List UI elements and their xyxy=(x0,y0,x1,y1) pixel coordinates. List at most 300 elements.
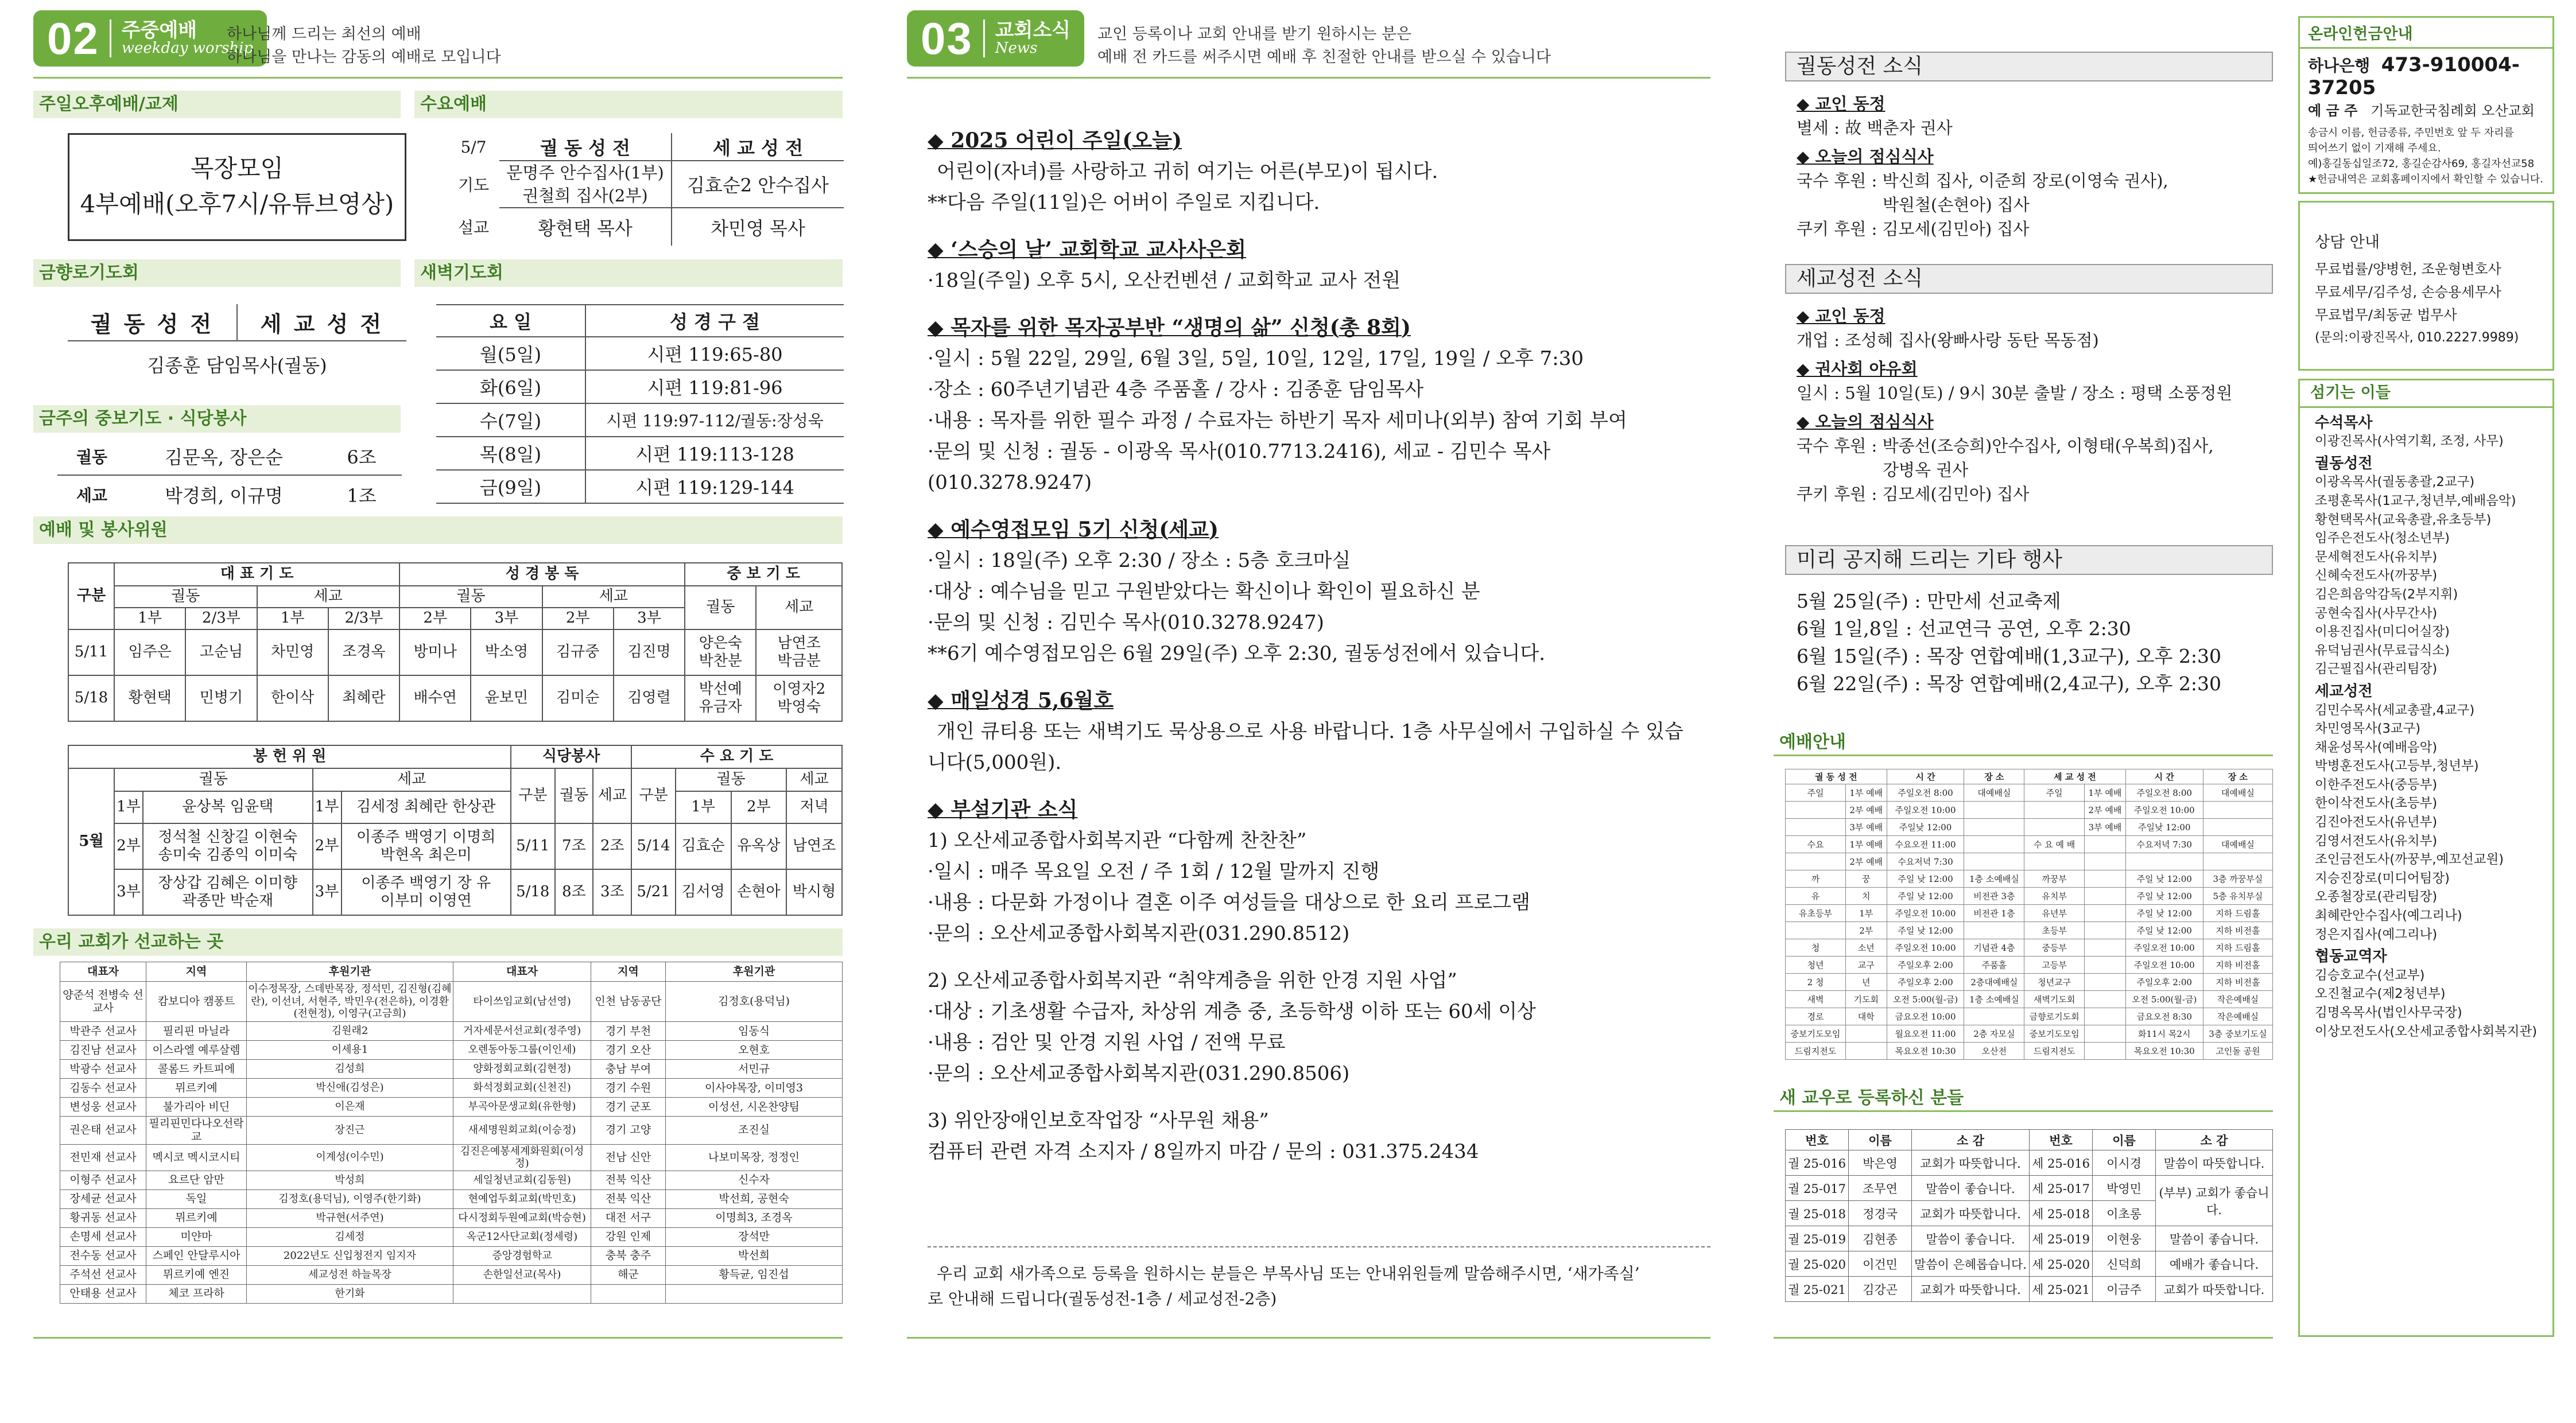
worship-cell xyxy=(2085,870,2126,888)
table-row xyxy=(60,1246,843,1265)
worship-cell: 주일 낮 12:00 xyxy=(1887,922,1964,939)
section-title: 교회소식 xyxy=(995,18,1071,42)
footer-note: 우리 교회 새가족으로 등록을 원하시는 분들은 부목사님 또는 안내위원들께 말씀해주시면, ‘새가족실’ 로 안내해 드립니다(궐동성전-1층 / 세교성전-2층) xyxy=(928,1264,1640,1308)
section-dawn-prayer: 새벽기도회 xyxy=(414,259,843,287)
mission-cell: 다시정회두원예교회(박승현) xyxy=(453,1208,591,1227)
dawn-table: 요 일 성 경 구 절 월(5일) 시편 119:65-80 화(6일) 시편 119:81-96 수(7일) 시편 119:97-112/궐동:장성욱 목(8일) 시편 119:113-128 금(9일) 시편 119:129-144 xyxy=(436,304,844,504)
mission-cell: 타이쓰임교회(남선영) xyxy=(453,982,591,1022)
worship-cell: 까 xyxy=(1786,870,1846,888)
table-row xyxy=(1786,939,2273,957)
mission-cell: 한기화 xyxy=(247,1284,453,1303)
worship-cell xyxy=(1845,1043,1887,1060)
table-row xyxy=(1786,922,2273,939)
worship-cell: 1부 예배 xyxy=(1845,784,1887,802)
mission-cell: 새세명원회교회(이승정) xyxy=(453,1117,591,1145)
mission-cell: 체코 프라하 xyxy=(146,1284,247,1303)
mission-cell: 이형주 선교사 xyxy=(60,1171,146,1189)
worship-cell: 초등부 xyxy=(2024,922,2085,939)
mission-cell: 현예업두회교회(박민호) xyxy=(453,1189,591,1208)
worship-cell: 까꿍부 xyxy=(2024,870,2085,888)
section-wednesday: 수요예배 xyxy=(414,91,843,118)
worship-cell xyxy=(2085,853,2126,870)
worship-cell: 2 청 xyxy=(1786,974,1846,991)
mission-cell: 충남 부여 xyxy=(591,1060,666,1079)
section-segyo-news: 세교성전 소식 xyxy=(1785,264,2273,294)
staff-entry: 차민영목사(3교구) xyxy=(2315,721,2421,737)
mission-cell: 옥군12사단교회(정세령) xyxy=(453,1227,591,1246)
mission-cell: 이세용1 xyxy=(247,1041,453,1060)
mission-cell: 뮈르키예 xyxy=(146,1208,247,1227)
worship-cell: 주일오후 2:00 xyxy=(2125,974,2203,991)
worship-cell: 주일 낮 12:00 xyxy=(2125,905,2203,922)
worship-cell: 드림지전도 xyxy=(2024,1043,2085,1060)
section-upcoming-events: 미리 공지해 드리는 기타 행사 xyxy=(1785,545,2273,575)
service-table: 구분 대 표 기 도 성 경 봉 독 중 보 기 도 궐동 세교 궐동 세교 궐동 세교 1부 2/3부 1부 2/3부 2부 3부 2부 3부 5/11 임주은 고순님 차민영 조경옥 방미나 박소영 김규중 김진명 양은숙 박찬분 남연조 박금분 5/18 황현택 민병기 한이삭 최혜란 배수연 윤보민 김미순 김영렬 박선예 유금자 이영자2 박영숙 xyxy=(68,562,843,722)
worship-cell: 1층 소예배실 xyxy=(1964,870,2024,888)
mission-cell: 주석선 선교사 xyxy=(60,1265,146,1284)
mission-cell: 박관주 선교사 xyxy=(60,1022,146,1041)
worship-cell xyxy=(2085,836,2126,853)
worship-cell: 중등부 xyxy=(2024,939,2085,957)
staff-entry: 채윤성목사(예배음악) xyxy=(2315,740,2438,755)
worship-cell xyxy=(2024,853,2085,870)
mission-cell: 경기 수원 xyxy=(591,1079,666,1098)
worship-cell xyxy=(2085,1025,2126,1043)
worship-cell: 수요오전 11:00 xyxy=(1887,836,1964,853)
mission-cell: 필리핀민다나오선락교 xyxy=(146,1117,247,1145)
mission-cell: 김세정 xyxy=(247,1227,453,1246)
worship-cell: 대예배실 xyxy=(2203,836,2272,853)
worship-cell: 주일 xyxy=(2024,784,2085,802)
worship-cell: 2부 예배 xyxy=(2085,802,2126,819)
mission-cell: 오현호 xyxy=(666,1041,843,1060)
worship-cell: 청년 xyxy=(1786,957,1846,974)
worship-cell: 금요오전 10:00 xyxy=(1887,1008,1964,1025)
worship-cell: 1층 소예배실 xyxy=(1964,991,2024,1008)
worship-cell: 대예배실 xyxy=(2203,784,2272,802)
worship-cell xyxy=(2085,1043,2126,1060)
worship-cell: 2층 자모실 xyxy=(1964,1025,2024,1043)
news-column: ◆ 2025 어린이 주일(오늘) 어린이(자녀)를 사랑하고 귀히 여기는 어른(부모)이 됩시다. **다음 주일(11일)은 어버이 주일로 지킵니다. ◆ ‘스승의 날’ 교회학교 교사사은회 ·18일(주일) 오후 5시, 오산컨벤션 / 교회학교 교사 전원 ◆ 목자를 위한 목자공부반 “생명의 삶” 신청(총 8회) ·일시 : 5월 22일, 29일, 6월 3일, 5일, 10일, 12일, 17일, 19일 / 오후 7:30 ·장소 : 60주년기념관 4층 주품홀 / 강사 : 김종훈 담임목사 ·내용 : 목자를 위한 필수 과정 / 수료자는 하반기 목자 세미나(외부) 참여 기회 부여 ·문의 및 신청 : 궐동 - 이광옥 목사(010.7713.2416), 세교 - 김민수 목사(010.3278.9247) ◆ 예수영접모임 5기 신청(세교) ·일시 : 18일(주) 오후 2:30 / 장소 : 5층 호크마실 ·대상 : 예수님을 믿고 구원받았다는 확신이나 확인이 필요하신 분 ·문의 및 신청 : 김민수 목사(010.3278.9247) **6기 예수영접모임은 6월 29일(주) 오후 2:30, 궐동성전에서 있습니다. ◆ 매일성경 5,6월호 개인 큐티용 또는 새벽기도 묵상용으로 사용 바랍니다. 1층 사무실에서 구입하실 수 있습 니다(5,000원). ◆ 부설기관 소식 1) 오산세교종합사회복지관 “다함께 찬찬찬” ·일시 : 매주 목요일 오전 / 주 1회 / 12월 말까지 진행 ·내용 : 다문화 가정이나 결혼 이주 여성들을 대상으로 한 요리 프로그램 ·문의 : 오산세교종합사회복지관(031.290.8512) 2) 오산세교종합사회복지관 “취약계층을 위한 안경 지원 사업” ·대상 : 기초생활 수급자, 차상위 계층 중, 초등학생 이하 또는 60세 이상 ·내용 : 검안 및 안경 지원 사업 / 전액 무료 ·문의 : 오산세교종합사회복지관(031.290.8506) 3) 위안장애인보호작업장 “사무원 채용” 컴퓨터 관련 자격 소지자 / 8일까지 마감 / 문의 : 031.375.2434 xyxy=(928,125,1714,1167)
worship-cell xyxy=(2085,922,2126,939)
worship-cell xyxy=(2085,905,2126,922)
worship-cell: 대학 xyxy=(1845,1008,1887,1025)
mission-cell xyxy=(666,1284,843,1303)
worship-cell: 치 xyxy=(1845,888,1887,905)
mission-cell: 부곡아문생교회(유한형) xyxy=(453,1098,591,1117)
worship-cell: 주일낮 12:00 xyxy=(2125,819,2203,836)
mission-cell: 전북 익산 xyxy=(591,1189,666,1208)
staff-entry: 이용진집사(미디어실장) xyxy=(2315,624,2450,640)
worship-cell: 3층 중보기도실 xyxy=(2203,1025,2272,1043)
staff-entry: 김승호교수(선교부) xyxy=(2315,967,2425,983)
online-offering-box: 온라인헌금안내 하나은행 473-910004-37205 예 금 주 기독교한국침례회 오산교회 송금시 이름, 헌금종류, 주민번호 앞 두 자리를 띄어쓰기 없이 기재해 주세요. 예)홍길동십일조72, 홍길순감사69, 홍길자선교58 ★헌금내역은 교회홈페이지에서 확인할 수 있습니다. xyxy=(2298,16,2554,194)
mission-cell: 캄보디아 캠퐁트 xyxy=(146,982,247,1022)
table-row xyxy=(1786,853,2273,870)
staff-entry: 박병훈전도사(고등부,청년부) xyxy=(2315,759,2479,774)
sunday-box: 목장모임 4부예배(오후7시/유튜브영상) xyxy=(68,133,406,241)
worship-cell: 2부 예배 xyxy=(1845,802,1887,819)
section-subtitle: weekday worship xyxy=(121,40,254,57)
worship-cell: 경로 xyxy=(1786,1008,1846,1025)
page3-description: 교인 등록이나 교회 안내를 받기 원하시는 분은 예배 전 카드를 써주시면 예배 후 친절한 안내를 받으실 수 있습니다 xyxy=(1097,25,1551,66)
mission-cell: 이스라엘 예루살렘 xyxy=(146,1041,247,1060)
table-row xyxy=(1786,836,2273,853)
mission-cell: 양준석 전병숙 선교사 xyxy=(60,982,146,1022)
news-heading: ◆ 2025 어린이 주일(오늘) xyxy=(928,129,1182,153)
worship-cell: 드림지전도 xyxy=(1786,1043,1846,1060)
worship-cell: 새벽기도회 xyxy=(2024,991,2085,1008)
worship-cell: 주일오전 8:00 xyxy=(1887,784,1964,802)
divider xyxy=(33,77,843,79)
worship-cell: 지하 비전홀 xyxy=(2203,974,2272,991)
worship-cell: 주일낮 12:00 xyxy=(1887,819,1964,836)
worship-cell: 3부 예배 xyxy=(2085,819,2126,836)
missions-table: 대표자 지역 후원기관 대표자 지역 후원기관 양준석 전병숙 선교사 캄보디아 캠퐁트 이수정목장, 스데반목장, 정석민, 김진형(김혜란), 이선녀, 서현주, 박민우(전은하), 이경환(전현정), 이영구(고금희) 타이쓰임교회(남선영) 인천 남동공단 김정호(용덕님) 박관주 선교사 필리핀 마닐라 김원래2 거자세문서선교회(정주영) 경기 부천 임동식 김진남 선교사 이스라엘 예루살렘 이세용1 오렌동아동그룹(이인세) 경기 오산 오현호 박광수 선교사 콜롬드 카트피에 김성희 양화정회교회(김현정) 충남 부여 서민규 김동수 선교사 뮈르키예 박신애(김성은) 화석정회교회(신천진) 경기 수원 이사야목장, 이미영3 변성웅 선교사 불가리아 비딘 이은재 부곡아문생교회(유한형) 경기 군포 이성선, 시온찬양팀 권은태 선교사 필리핀민다나오선락교 장진근 새세명원회교회(이승정) 경기 고양 조진실 전민재 선교사 멕시코 멕시코시티 이계성(이수민) 김진은예봉세계화원회(이성정) 전남 신안 나보미목장, 정정인 이형주 선교사 요르단 암만 박성희 세일청년교회(김동원) 전북 익산 신수자 장세균 선교사 독일 김정호(용덕님), 이영주(한기화) 현예업두회교회(박민호) 전북 익산 박선희, 공현숙 황귀동 선교사 뮈르키예 박규현(서주연) 다시정회두원예교회(박승현) 대전 서구 이명희3, 조경옥 손명세 선교사 미얀마 김세정 옥군12사단교회(정세령) 강원 인제 장석만 전수동 선교사 스페인 안달루시아 2022년도 신입청전지 임지자 증앙경험학교 충북 충주 박선희 주석선 선교사 뮈르키예 엔진 세교성전 하늘목장 손한일선교(목사) 해군 황득균, 임진섭 안태용 선교사 체코 프라하 한기화 xyxy=(60,962,843,1304)
worship-cell: 주일 xyxy=(1786,784,1846,802)
worship-cell: 3부 예배 xyxy=(1845,819,1887,836)
table-row xyxy=(60,1227,843,1246)
worship-cell: 월요오전 11:00 xyxy=(1887,1025,1964,1043)
mission-cell: 양화정회교회(김현정) xyxy=(453,1060,591,1079)
staff-entry: 김영서전도사(유치부) xyxy=(2315,833,2438,849)
staff-entry: 김민수목사(세교총괄,4교구) xyxy=(2315,702,2475,718)
mission-cell: 조진실 xyxy=(666,1117,843,1145)
worship-cell: 소년 xyxy=(1845,939,1887,957)
worship-cell xyxy=(1964,853,2024,870)
mission-cell: 강원 인제 xyxy=(591,1227,666,1246)
worship-cell: 교구 xyxy=(1845,957,1887,974)
mission-cell: 경기 부천 xyxy=(591,1022,666,1041)
mission-cell: 이성선, 시온찬양팀 xyxy=(666,1098,843,1117)
mission-cell: 콜롬드 카트피에 xyxy=(146,1060,247,1079)
mission-cell: 황귀동 선교사 xyxy=(60,1208,146,1227)
mission-cell: 권은태 선교사 xyxy=(60,1117,146,1145)
mission-cell: 이은재 xyxy=(247,1098,453,1117)
table-row xyxy=(60,1265,843,1284)
staff-entry: 이한주전도사(중등부) xyxy=(2315,777,2438,792)
staff-entry: 오종철장로(관리팀장) xyxy=(2315,889,2438,905)
mission-cell: 세교성전 하늘목장 xyxy=(247,1265,453,1284)
worship-cell: 고등부 xyxy=(2024,957,2085,974)
table-row xyxy=(1786,974,2273,991)
worship-cell: 작은예배실 xyxy=(2203,1008,2272,1025)
mission-cell: 필리핀 마닐라 xyxy=(146,1022,247,1041)
staff-entry: 임주은전도사(청소년부) xyxy=(2315,531,2450,546)
upcoming-events: 5월 25일(주) : 만만세 선교축제 6월 1일,8일 : 선교연극 공연, 오후 2:30 6월 15일(주) : 목장 연합예배(1,3교구), 오후 2:30 6월 22일(주) : 목장 연합예배(2,4교구), 오후 2:30 xyxy=(1797,590,2222,695)
table-row xyxy=(1786,888,2273,905)
staff-entry: 유덕님권사(무료급식소) xyxy=(2315,643,2450,658)
table-row xyxy=(1786,870,2273,888)
mission-cell: 박선희 xyxy=(666,1246,843,1265)
offering-table: 봉 헌 위 원 식당봉사 수 요 기 도 5월 궐동 세교 구분 궐동 세교 구분 궐동 세교 1부 윤상복 임윤택 1부 김세정 최혜란 한상관 1부 2부 저녁 2부 정석철 신창길 이현숙 송미숙 김종익 이미숙 2부 이종주 백영기 이명희 박현옥 최은미 5/11 7조 2조 5/14 김효순 유옥상 남연조 3부 장상갑 김혜은 이미향 곽종만 박순재 3부 이종주 백영기 장 유 이부미 이영연 5/18 8조 3조 5/21 김서영 손현아 박시형 xyxy=(68,745,843,916)
mission-cell: 장세균 선교사 xyxy=(60,1189,146,1208)
mission-cell: 세일청년교회(김동원) xyxy=(453,1171,591,1189)
mission-cell: 박신애(김성은) xyxy=(247,1079,453,1098)
worship-cell xyxy=(2085,939,2126,957)
mission-cell: 대전 서구 xyxy=(591,1208,666,1227)
worship-cell: 주일오전 10:00 xyxy=(1887,802,1964,819)
mission-cell: 전남 신안 xyxy=(591,1144,666,1171)
worship-cell: 유 xyxy=(1786,888,1846,905)
worship-cell: 주품홀 xyxy=(1964,957,2024,974)
mission-cell: 인천 남동공단 xyxy=(591,982,666,1022)
worship-cell: 유년부 xyxy=(2024,905,2085,922)
section-title: 주중예배 xyxy=(121,18,197,42)
worship-cell: 주일오전 10:00 xyxy=(2125,802,2203,819)
worship-cell: 2부 예배 xyxy=(1845,853,1887,870)
mission-cell: 박광수 선교사 xyxy=(60,1060,146,1079)
staff-entry: 공현숙집사(사무간사) xyxy=(2315,605,2438,621)
section-friday-prayer: 금향로기도회 xyxy=(33,259,401,287)
mission-cell: 경기 고양 xyxy=(591,1117,666,1145)
news-heading: ◆ 부설기관 소식 xyxy=(928,798,1078,822)
mission-cell: 요르단 암만 xyxy=(146,1171,247,1189)
staff-entry: 김근필집사(관리팀장) xyxy=(2315,662,2438,677)
mission-cell: 해군 xyxy=(591,1265,666,1284)
table-row xyxy=(1786,991,2273,1008)
worship-cell: 유치부 xyxy=(2024,888,2085,905)
news-heading: ◆ 예수영접모임 5기 신청(세교) xyxy=(928,518,1219,542)
table-row xyxy=(60,1208,843,1227)
worship-cell: 중보기도모임 xyxy=(2024,1025,2085,1043)
mission-cell: 변성웅 선교사 xyxy=(60,1098,146,1117)
worship-cell xyxy=(2203,853,2272,870)
staff-entry: 황현택목사(교육총괄,유초등부) xyxy=(2315,512,2492,527)
mission-cell: 박선희, 공현숙 xyxy=(666,1189,843,1208)
section-missions: 우리 교회가 선교하는 곳 xyxy=(33,928,843,956)
mission-cell: 화석정회교회(신천진) xyxy=(453,1079,591,1098)
worship-cell: 1부 예배 xyxy=(2085,784,2126,802)
table-row xyxy=(60,1079,843,1098)
mission-cell: 뮈르키예 xyxy=(146,1079,247,1098)
worship-guide-table: 궐 동 성 전 시 간 장 소 세 교 성 전 시 간 장 소 주일 1부 예배 주일오전 8:00 대예배실 주일 1부 예배 주일오전 8:00 대예배실 2부 예배 주일오전 10:00 2부 예배 주일오전 10:00 3부 예배 주일낮 12:00 3부 예배 주일낮 12:00 수요 1부 예배 수요오전 11:00 수 요 예 배 수요저녁 7:30 대예배실 2부 예배 수요저녁 7:30 까 꿍 주일 낮 12:00 1층 소예배실 까꿍부 주일 낮 12:00 3층 까꿍부실 유 치 주일 낮 12:00 비전관 3층 유치부 주일 낮 12:00 5층 유치부실 유초등부 1부 주일오전 10:00 비전관 1층 유년부 주일 낮 12:00 지하 드림홀 2부 주일 낮 12:00 초등부 주일 낮 12:00 지하 비전홀 청 소년 주일오전 10:00 기념관 4층 중등부 주일오전 10:00 지하 드림홀 청년 교구 주일오후 2:00 주품홀 고등부 주일오전 10:00 지하 비전홀 2 청 년 주일오후 2:00 2층대예배실 청년교구 주일오후 2:00 지하 비전홀 새벽 기도회 오전 5:00(월-금) 1층 소예배실 새벽기도회 오전 5:00(월-금) 작은예배실 경로 대학 금요오전 10:00 금향로기도회 금요오전 8:30 작은예배실 중보기도모임 월요오전 11:00 2층 자모실 중보기도모임 화11시 목2시 3층 중보기도실 드림지전도 목요오전 10:30 오산전 드림지전도 목요오전 10:30 고인돌 공원 xyxy=(1785,769,2273,1060)
mission-cell: 임동식 xyxy=(666,1022,843,1041)
worship-cell: 주일오전 10:00 xyxy=(2125,957,2203,974)
worship-cell xyxy=(2085,974,2126,991)
worship-cell xyxy=(1786,922,1846,939)
worship-cell: 오산전 xyxy=(1964,1043,2024,1060)
worship-cell xyxy=(2085,991,2126,1008)
mission-cell: 서민규 xyxy=(666,1060,843,1079)
worship-cell: 고인돌 공원 xyxy=(2203,1043,2272,1060)
mission-cell: 거자세문서선교회(정주영) xyxy=(453,1022,591,1041)
table-row xyxy=(1786,1043,2273,1060)
staff-entry: 오진철교수(제2청년부) xyxy=(2315,986,2446,1002)
table-row xyxy=(1786,905,2273,922)
staff-entry: 최혜란안수집사(예그리나) xyxy=(2315,908,2462,924)
table-row xyxy=(60,1060,843,1079)
mission-cell: 나보미목장, 정정인 xyxy=(666,1144,843,1171)
worship-cell: 유초등부 xyxy=(1786,905,1846,922)
mission-cell: 장석만 xyxy=(666,1227,843,1246)
worship-cell xyxy=(2203,802,2272,819)
worship-cell: 청년교구 xyxy=(2024,974,2085,991)
wednesday-table: 5/7 궐 동 성 전 세 교 성 전 기도 문명주 안수집사(1부) 권철희 집사(2부) 김효순2 안수집사 설교 황현택 목사 차민영 목사 xyxy=(448,133,844,246)
intercession-table: 궐동 김문옥, 장은순 6조 세교 박경희, 이규명 1조 xyxy=(57,437,402,513)
worship-cell: 비전관 3층 xyxy=(1964,888,2024,905)
news-heading: ◆ ‘스승의 날’ 교회학교 교사사은회 xyxy=(928,238,1246,262)
staff-entry: 지승진장로(미디어팀장) xyxy=(2315,870,2450,886)
mission-cell: 멕시코 멕시코시티 xyxy=(146,1144,247,1171)
mission-cell: 김원래2 xyxy=(247,1022,453,1041)
mission-cell: 전북 익산 xyxy=(591,1171,666,1189)
worship-cell xyxy=(1786,853,1846,870)
mission-cell: 2022년도 신입청전지 임지자 xyxy=(247,1246,453,1265)
mission-cell: 불가리아 비딘 xyxy=(146,1098,247,1117)
worship-cell: 2부 xyxy=(1845,922,1887,939)
mission-cell: 박규현(서주연) xyxy=(247,1208,453,1227)
table-row xyxy=(60,1284,843,1303)
mission-cell: 김동수 선교사 xyxy=(60,1079,146,1098)
worship-cell: 기념관 4층 xyxy=(1964,939,2024,957)
worship-cell: 주일오후 2:00 xyxy=(1887,957,1964,974)
page2-description: 하나님께 드리는 최선의 예배 하나님을 만나는 감동의 예배로 모입니다 xyxy=(227,25,501,66)
worship-cell: 1부 예배 xyxy=(1845,836,1887,853)
worship-cell: 주일 낮 12:00 xyxy=(2125,922,2203,939)
dashed-divider xyxy=(928,1246,1710,1247)
news-heading: ◆ 매일성경 5,6월호 xyxy=(928,689,1114,713)
mission-cell: 독일 xyxy=(146,1189,247,1208)
staff-entry: 조인금전도사(까꿍부,예꼬선교원) xyxy=(2315,852,2504,868)
worship-cell xyxy=(1964,819,2024,836)
mission-cell: 경기 오산 xyxy=(591,1041,666,1060)
worship-cell xyxy=(1964,1008,2024,1025)
worship-cell: 오전 5:00(월-금) xyxy=(1887,991,1964,1008)
worship-cell: 비전관 1층 xyxy=(1964,905,2024,922)
worship-cell: 주일오전 8:00 xyxy=(2125,784,2203,802)
worship-cell xyxy=(1964,836,2024,853)
page-number: 02 xyxy=(47,13,99,64)
mission-cell: 이사야목장, 이미영3 xyxy=(666,1079,843,1098)
page3-badge xyxy=(907,10,1084,67)
mission-cell: 이수정목장, 스데반목장, 정석민, 김진형(김혜란), 이선녀, 서현주, 박민우(전은하), 이경환(전현정), 이영구(고금희) xyxy=(247,982,453,1022)
table-row xyxy=(60,1171,843,1189)
mission-cell: 오렌동아동그룹(이인세) xyxy=(453,1041,591,1060)
worship-cell: 금향로기도회 xyxy=(2024,1008,2085,1025)
mission-cell: 전수동 선교사 xyxy=(60,1246,146,1265)
worship-cell: 5층 유치부실 xyxy=(2203,888,2272,905)
mission-cell: 김진은예봉세계화원회(이성정) xyxy=(453,1144,591,1171)
staff-box: 섬기는 이들 수석목사 이광진목사(사역기획, 조정, 사무) 궐동성전 이광옥목사(궐동총괄,2교구) 조평훈목사(1교구,청년부,예배음악) 황현택목사(교육총괄,유초등부) 임주은전도사(청소년부) 문세혁전도사(유치부) 신혜숙전도사(까꿍부) 김은희음악감독(2부지휘) 공현숙집사(사무간사) 이용진집사(미디어실장) 유덕님권사(무료급식소) 김근필집사(관리팀장) 세교성전 김민수목사(세교총괄,4교구) 차민영목사(3교구) 채윤성목사(예배음악) 박병훈전도사(고등부,청년부) 이한주전도사(중등부) 한이삭전도사(초등부) 김진아전도사(유년부) 김영서전도사(유치부) 조인금전도사(까꿍부,예꼬선교원) 지승진장로(미디어팀장) 오종철장로(관리팀장) 최혜란안수집사(예그리나) 정은지집사(예그리나) 협동교역자 김승호교수(선교부) 오진철교수(제2청년부) 김명옥목사(법인사무국장) 이상모전도사(오산세교종합사회복지관) xyxy=(2298,379,2554,1337)
staff-entry: 이광옥목사(궐동총괄,2교구) xyxy=(2315,475,2475,490)
worship-cell: 주일 낮 12:00 xyxy=(1887,888,1964,905)
worship-cell: 주일 낮 12:00 xyxy=(2125,870,2203,888)
section-worship-guide: 예배안내 xyxy=(1774,729,2273,756)
table-row xyxy=(1786,802,2273,819)
mission-cell: 손명세 선교사 xyxy=(60,1227,146,1246)
divider xyxy=(1774,1337,2273,1339)
worship-cell: 주일오전 10:00 xyxy=(2125,939,2203,957)
mission-cell: 박성희 xyxy=(247,1171,453,1189)
mission-cell: 김정호(용덕님) xyxy=(666,982,843,1022)
section-sunday-afternoon: 주일오후예배/교제 xyxy=(33,91,401,118)
worship-cell: 2층대예배실 xyxy=(1964,974,2024,991)
mission-cell: 김정호(용덕님), 이영주(한기화) xyxy=(247,1189,453,1208)
staff-entry: 정은지집사(예그리나) xyxy=(2315,927,2438,942)
mission-cell: 김성희 xyxy=(247,1060,453,1079)
mission-cell: 안태용 선교사 xyxy=(60,1284,146,1303)
segyo-news: ◆ 교인 동정 개업 : 조성혜 집사(왕빠사랑 동탄 목동점) ◆ 권사회 야유회 일시 : 5월 10일(토) / 9시 30분 출발 / 장소 : 평택 소풍정원 ◆ 오늘의 점심식사 국수 후원 : 박종선(조승희)안수집사, 이형태(우복희)집사, 강병옥 권사 쿠키 후원 : 김모세(김민아) 집사 xyxy=(1797,306,2233,504)
worship-cell: 대예배실 xyxy=(1964,784,2024,802)
table-row xyxy=(1786,1025,2273,1043)
mission-cell: 황득균, 임진섭 xyxy=(666,1265,843,1284)
divider xyxy=(907,1337,1710,1339)
worship-cell: 중보기도모임 xyxy=(1786,1025,1846,1043)
worship-cell xyxy=(2085,1008,2126,1025)
worship-cell: 3층 까꿍부실 xyxy=(2203,870,2272,888)
staff-entry: 이상모전도사(오산세교종합사회복지관) xyxy=(2315,1024,2538,1039)
worship-cell xyxy=(2085,957,2126,974)
worship-cell: 꿍 xyxy=(1845,870,1887,888)
staff-entry: 김명옥목사(법인사무국장) xyxy=(2315,1005,2462,1020)
section-service-committee: 예배 및 봉사위원 xyxy=(33,516,843,544)
worship-cell: 새벽 xyxy=(1786,991,1846,1008)
staff-entry: 이광진목사(사역기획, 조정, 사무) xyxy=(2315,434,2504,449)
worship-cell: 작은예배실 xyxy=(2203,991,2272,1008)
worship-cell: 화11시 목2시 xyxy=(2125,1025,2203,1043)
mission-cell: 장진근 xyxy=(247,1117,453,1145)
worship-cell xyxy=(1845,1025,1887,1043)
section-intercession: 금주의 중보기도 · 식당봉사 xyxy=(33,405,401,433)
mission-cell: 미얀마 xyxy=(146,1227,247,1246)
new-members-table: 번호 이름 소 감 번호 이름 소 감 궐 25-016 박은영 교회가 따뜻합니다. 세 25-016 이시경 말씀이 따뜻합니다. 궐 25-017 조무연 말씀이 좋습니다. 세 25-017 박영민 (부부) 교회가 좋습니다. 궐 25-018 정경국 교회가 따뜻합니다. 세 25-018 이초롱 궐 25-019 김현종 말씀이 좋습니다. 세 25-019 이현웅 말씀이 좋습니다. 궐 25-020 이건민 말씀이 은혜롭습니다. 세 25-020 신덕희 예배가 좋습니다. 궐 25-021 김강곤 교회가 따뜻합니다. 세 25-021 이금주 교회가 따뜻합니다. xyxy=(1785,1129,2273,1302)
worship-cell: 주일 낮 12:00 xyxy=(2125,888,2203,905)
worship-cell xyxy=(1786,802,1846,819)
worship-cell xyxy=(1786,819,1846,836)
worship-cell xyxy=(2125,853,2203,870)
section-new-members: 새 교우로 등록하신 분들 xyxy=(1774,1084,2273,1112)
worship-cell xyxy=(2085,888,2126,905)
staff-entry: 신혜숙전도사(까꿍부) xyxy=(2315,568,2438,584)
counseling-box: 상담 안내 무료법률/양병헌, 조운형변호사 무료세무/김주성, 손승용세무사 무료법무/최동균 법무사 (문의:이광진목사, 010.2227.9989) xyxy=(2298,201,2554,371)
worship-cell xyxy=(2024,819,2085,836)
gwoldong-news: ◆ 교인 동정 별세 : 故 백춘자 권사 ◆ 오늘의 점심식사 국수 후원 : 박신희 집사, 이준희 장로(이영숙 권사), 박원철(손현아) 집사 쿠키 후원 : 김모세(김민아) 집사 xyxy=(1797,94,2168,239)
mission-cell: 신수자 xyxy=(666,1171,843,1189)
worship-cell: 년 xyxy=(1845,974,1887,991)
table-row xyxy=(60,1098,843,1117)
staff-entry: 김진아전도사(유년부) xyxy=(2315,815,2438,830)
table-row xyxy=(1786,1008,2273,1025)
worship-cell: 지하 드림홀 xyxy=(2203,939,2272,957)
page-number: 03 xyxy=(921,13,973,64)
worship-cell: 기도회 xyxy=(1845,991,1887,1008)
worship-cell: 주일오전 10:00 xyxy=(1887,905,1964,922)
mission-cell: 김진남 선교사 xyxy=(60,1041,146,1060)
worship-cell xyxy=(2024,802,2085,819)
worship-cell: 수요 xyxy=(1786,836,1846,853)
table-row xyxy=(60,1189,843,1208)
worship-cell: 수 요 예 배 xyxy=(2024,836,2085,853)
staff-entry: 문세혁전도사(유치부) xyxy=(2315,549,2438,565)
mission-cell xyxy=(453,1284,591,1303)
table-row xyxy=(1786,819,2273,836)
mission-cell: 이계성(이수민) xyxy=(247,1144,453,1171)
worship-cell: 수요저녁 7:30 xyxy=(2125,836,2203,853)
staff-entry: 김은희음악감독(2부지휘) xyxy=(2315,586,2458,602)
worship-cell: 수요저녁 7:30 xyxy=(1887,853,1964,870)
worship-cell: 지하 드림홀 xyxy=(2203,905,2272,922)
worship-cell: 지하 비전홀 xyxy=(2203,922,2272,939)
worship-cell: 금요오전 8:30 xyxy=(2125,1008,2203,1025)
mission-cell: 증앙경험학교 xyxy=(453,1246,591,1265)
mission-cell: 스페인 안달루시아 xyxy=(146,1246,247,1265)
worship-cell xyxy=(1964,922,2024,939)
table-row xyxy=(60,1022,843,1041)
mission-cell: 전민재 선교사 xyxy=(60,1144,146,1171)
worship-cell: 주일오전 10:00 xyxy=(1887,939,1964,957)
worship-cell: 지하 비전홀 xyxy=(2203,957,2272,974)
